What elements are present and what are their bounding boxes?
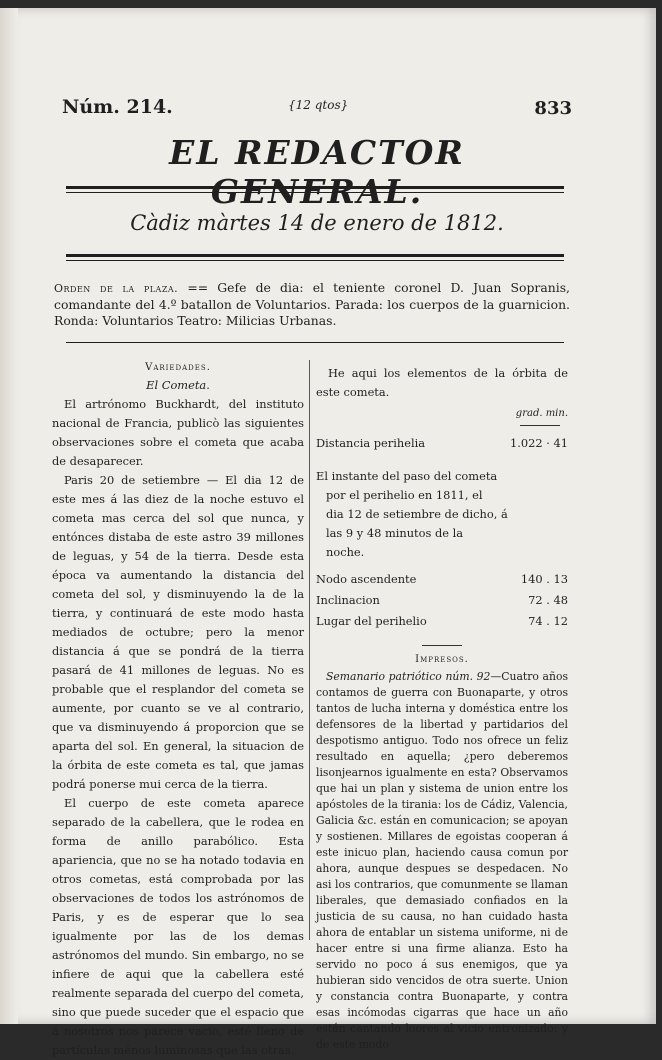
article-paragraph: Paris 20 de setiembre — El dia 12 de este mes á las diez de la noche estuvo el cometa mas cerca del sol que nunca, y entónces distaba de este astro 39 millones de leguas, y 54 de la tierra. Desde esta época va aumentando la distancia del cometa del sol, y disminuyendo la de la tierra, y continuará de este modo hasta mediados de octubre; pero la menor distancia á que se pondrá de la tierra pasará de 41 millones de leguas. No es probable que el resplandor del cometa se aumente, por cuanto se ve al contrario, que va disminuyendo á proporcion que se aparta del sol. En general, la situacion de la órbita de este cometa es tal, que jamas podrá ponerse mui cerca de la tierra. — [52, 473, 304, 791]
orden-de-la-plaza — [54, 280, 570, 329]
article-paragraph: El cuerpo de este cometa aparece separado de la cabellera, que le rodea en forma de anillo parabólico. Esta apariencia, que no se ha notado todavia en otros cometas, está comprobada por las observaciones de todos los astrónomos de Paris, y es de esperar que lo sea igualmente por las de los demas astrónomos del mundo. Sin embargo, no se infiere de aqui que la cabellera esté realmente separada del cuerpo del cometa, sino que puede suceder que el espacio que á nosotros nos parece vacio, esté lleno de partículas ménos luminosas que las otras. — [52, 796, 304, 1057]
impresos-rule — [422, 645, 462, 646]
title-rule-thin — [66, 192, 564, 193]
element-label: Nodo ascendente — [316, 572, 417, 586]
instante-line: las 9 y 48 minutos de la — [326, 526, 464, 540]
newspaper-page — [0, 8, 656, 1057]
instante-line: noche. — [326, 545, 365, 559]
element-value: 1.022 · 41 — [510, 436, 568, 450]
dateline: Càdiz màrtes 14 de enero de 1812. — [130, 211, 504, 235]
newspaper-title: EL REDACTOR — [169, 133, 465, 172]
impresos-article — [316, 669, 568, 1053]
orden-text: == Gefe de dia: el teniente coronel D. Juan Sopranis, comandante del 4.º batallon de Voluntarios. Parada: los cuerpos de la guarnicion. Ronda: Voluntarios Teatro: Milicias Urbanas. — [54, 280, 570, 328]
orden-label: Orden de la plaza. — [54, 282, 179, 295]
element-value: 74 . 12 — [528, 614, 568, 628]
instante-line: por el perihelio en 1811, el — [326, 488, 483, 502]
element-row — [316, 591, 568, 610]
header-line — [62, 96, 572, 126]
units-rule — [520, 425, 560, 426]
issue-number: Núm. 214. — [62, 96, 173, 118]
instante-line: dia 12 de setiembre de dicho, á — [326, 507, 508, 521]
impresos-body: —Cuatro años contamos de guerra con Buonaparte, y otros tantos de lucha interna y doméstica entre los defensores de la libertad y partidarios del despotismo antiguo. Todo nos ofrece un feliz resultado en aquella; ¿pero deberemos lisonjearnos igualmente en esta? Observamos que hai un plan y sistema de union entre los apóstoles de la tirania: los de Cádiz, Valencia, Galicia &c. están en comunicacion; se apoyan y sostienen. Millares de egoistas cooperan á este inicuo plan, haciendo causa comun por ahora, aunque despues se despedacen. No asi los contrarios, que comunmente se llaman liberales, que demasiado confiados en la justicia de su causa, no han cuidado hasta ahora de entablar un sistema uniforme, ni de hacer entre si una firme alianza. Esto ha servido no poco á sus enemigos, que ya hubieran sido vencidos de otra suerte. Union y constancia contra Buonaparte, y contra esas incómodas cigarras que hace un año están cantando loores al vicio entronizado: y de este modo — [316, 670, 568, 1051]
dateline-rule-thin — [66, 260, 564, 261]
instante-block — [316, 467, 568, 562]
impresos-title: Semanario patriótico núm. 92 — [326, 670, 491, 683]
column-divider — [309, 360, 310, 940]
section-heading: Variedades. — [145, 362, 211, 373]
page-number: 833 — [534, 98, 572, 119]
element-label: Distancia perihelia — [316, 436, 426, 450]
title-rule-thick — [66, 186, 564, 189]
format-note: {12 qtos} — [288, 98, 349, 112]
dateline-rule-thick — [66, 254, 564, 257]
instante-line: El instante del paso del cometa — [316, 469, 498, 483]
orbit-intro: He aqui los elementos de la órbita de este cometa. — [316, 366, 568, 399]
page-edge-shadow — [0, 8, 18, 1024]
units-header: grad. min. — [515, 408, 568, 419]
element-label: Lugar del perihelio — [316, 614, 427, 628]
element-row — [316, 570, 568, 589]
element-row — [316, 434, 568, 453]
orden-rule — [66, 342, 564, 343]
element-label: Inclinacion — [316, 593, 380, 607]
element-row — [316, 612, 568, 631]
article-paragraph: El artrónomo Buckhardt, del instituto nacional de Francia, publicò las siguientes observaciones sobre el cometa que acaba de desaparecer. — [52, 397, 304, 468]
element-value: 72 . 48 — [528, 593, 568, 607]
left-column — [52, 360, 304, 1060]
subsection-heading: El Cometa. — [146, 378, 210, 392]
element-value: 140 . 13 — [520, 572, 568, 586]
right-column — [316, 364, 568, 1053]
impresos-heading: Impresos. — [415, 654, 469, 665]
